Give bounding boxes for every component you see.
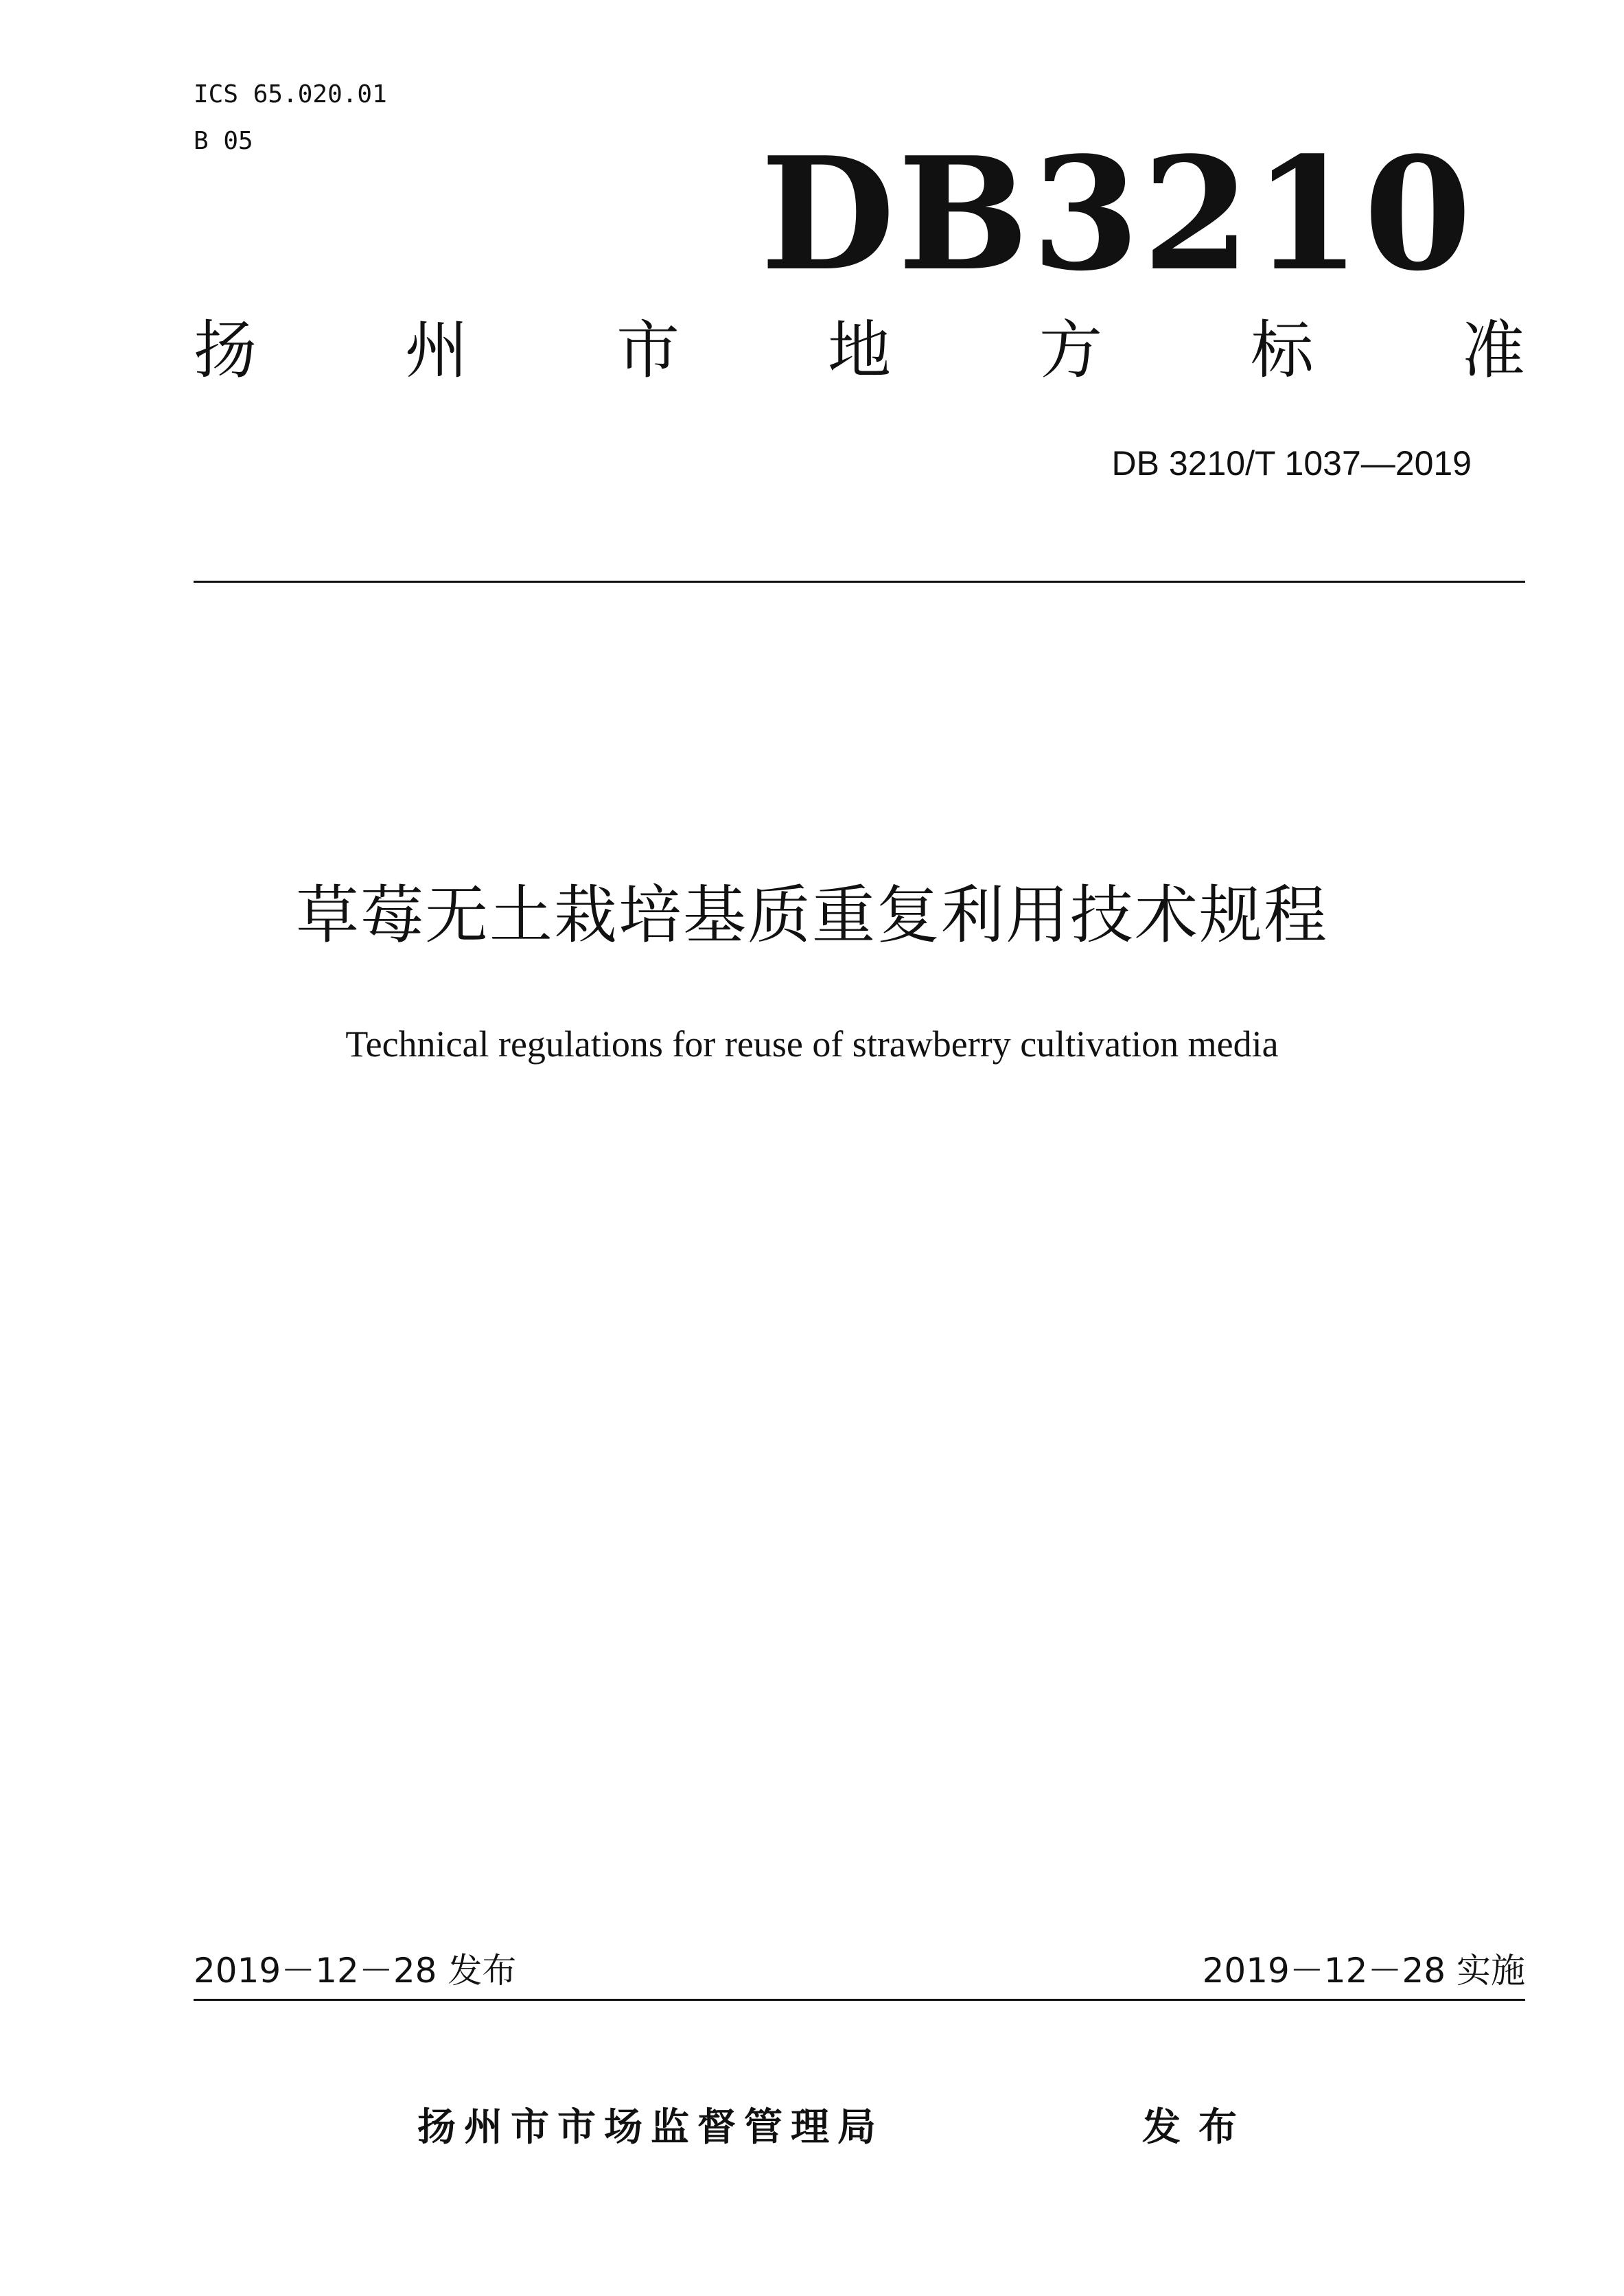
- standard-type-char: 州: [404, 314, 468, 387]
- standard-code-logo: DB3210: [760, 124, 1474, 305]
- standard-type-char: 地: [827, 314, 891, 387]
- standard-type-char: 方: [1039, 314, 1102, 387]
- standard-number: DB 3210/T 1037—2019: [1111, 444, 1472, 483]
- standard-type-char: 准: [1461, 314, 1525, 387]
- bottom-divider: [194, 1999, 1525, 2001]
- issue-action: 发布: [1142, 2105, 1255, 2150]
- ics-code: ICS 65.020.01: [194, 80, 387, 108]
- standard-type-char: 市: [616, 314, 680, 387]
- top-divider: [194, 581, 1525, 583]
- issue-date: 2019－12－28 发布: [194, 1951, 517, 1991]
- document-title-cn: 草莓无土栽培基质重复利用技术规程: [295, 879, 1328, 952]
- implementation-date: 2019－12－28 实施: [1202, 1951, 1525, 1991]
- document-title-en: Technical regulations for reuse of strawberry cultivation media: [345, 1023, 1279, 1065]
- standard-type-heading: [194, 314, 1525, 387]
- standard-type-char: 扬: [194, 314, 257, 387]
- issuing-authority: 扬州市市场监督管理局: [417, 2105, 884, 2150]
- ccs-code: B 05: [194, 127, 253, 155]
- standard-type-char: 标: [1250, 314, 1314, 387]
